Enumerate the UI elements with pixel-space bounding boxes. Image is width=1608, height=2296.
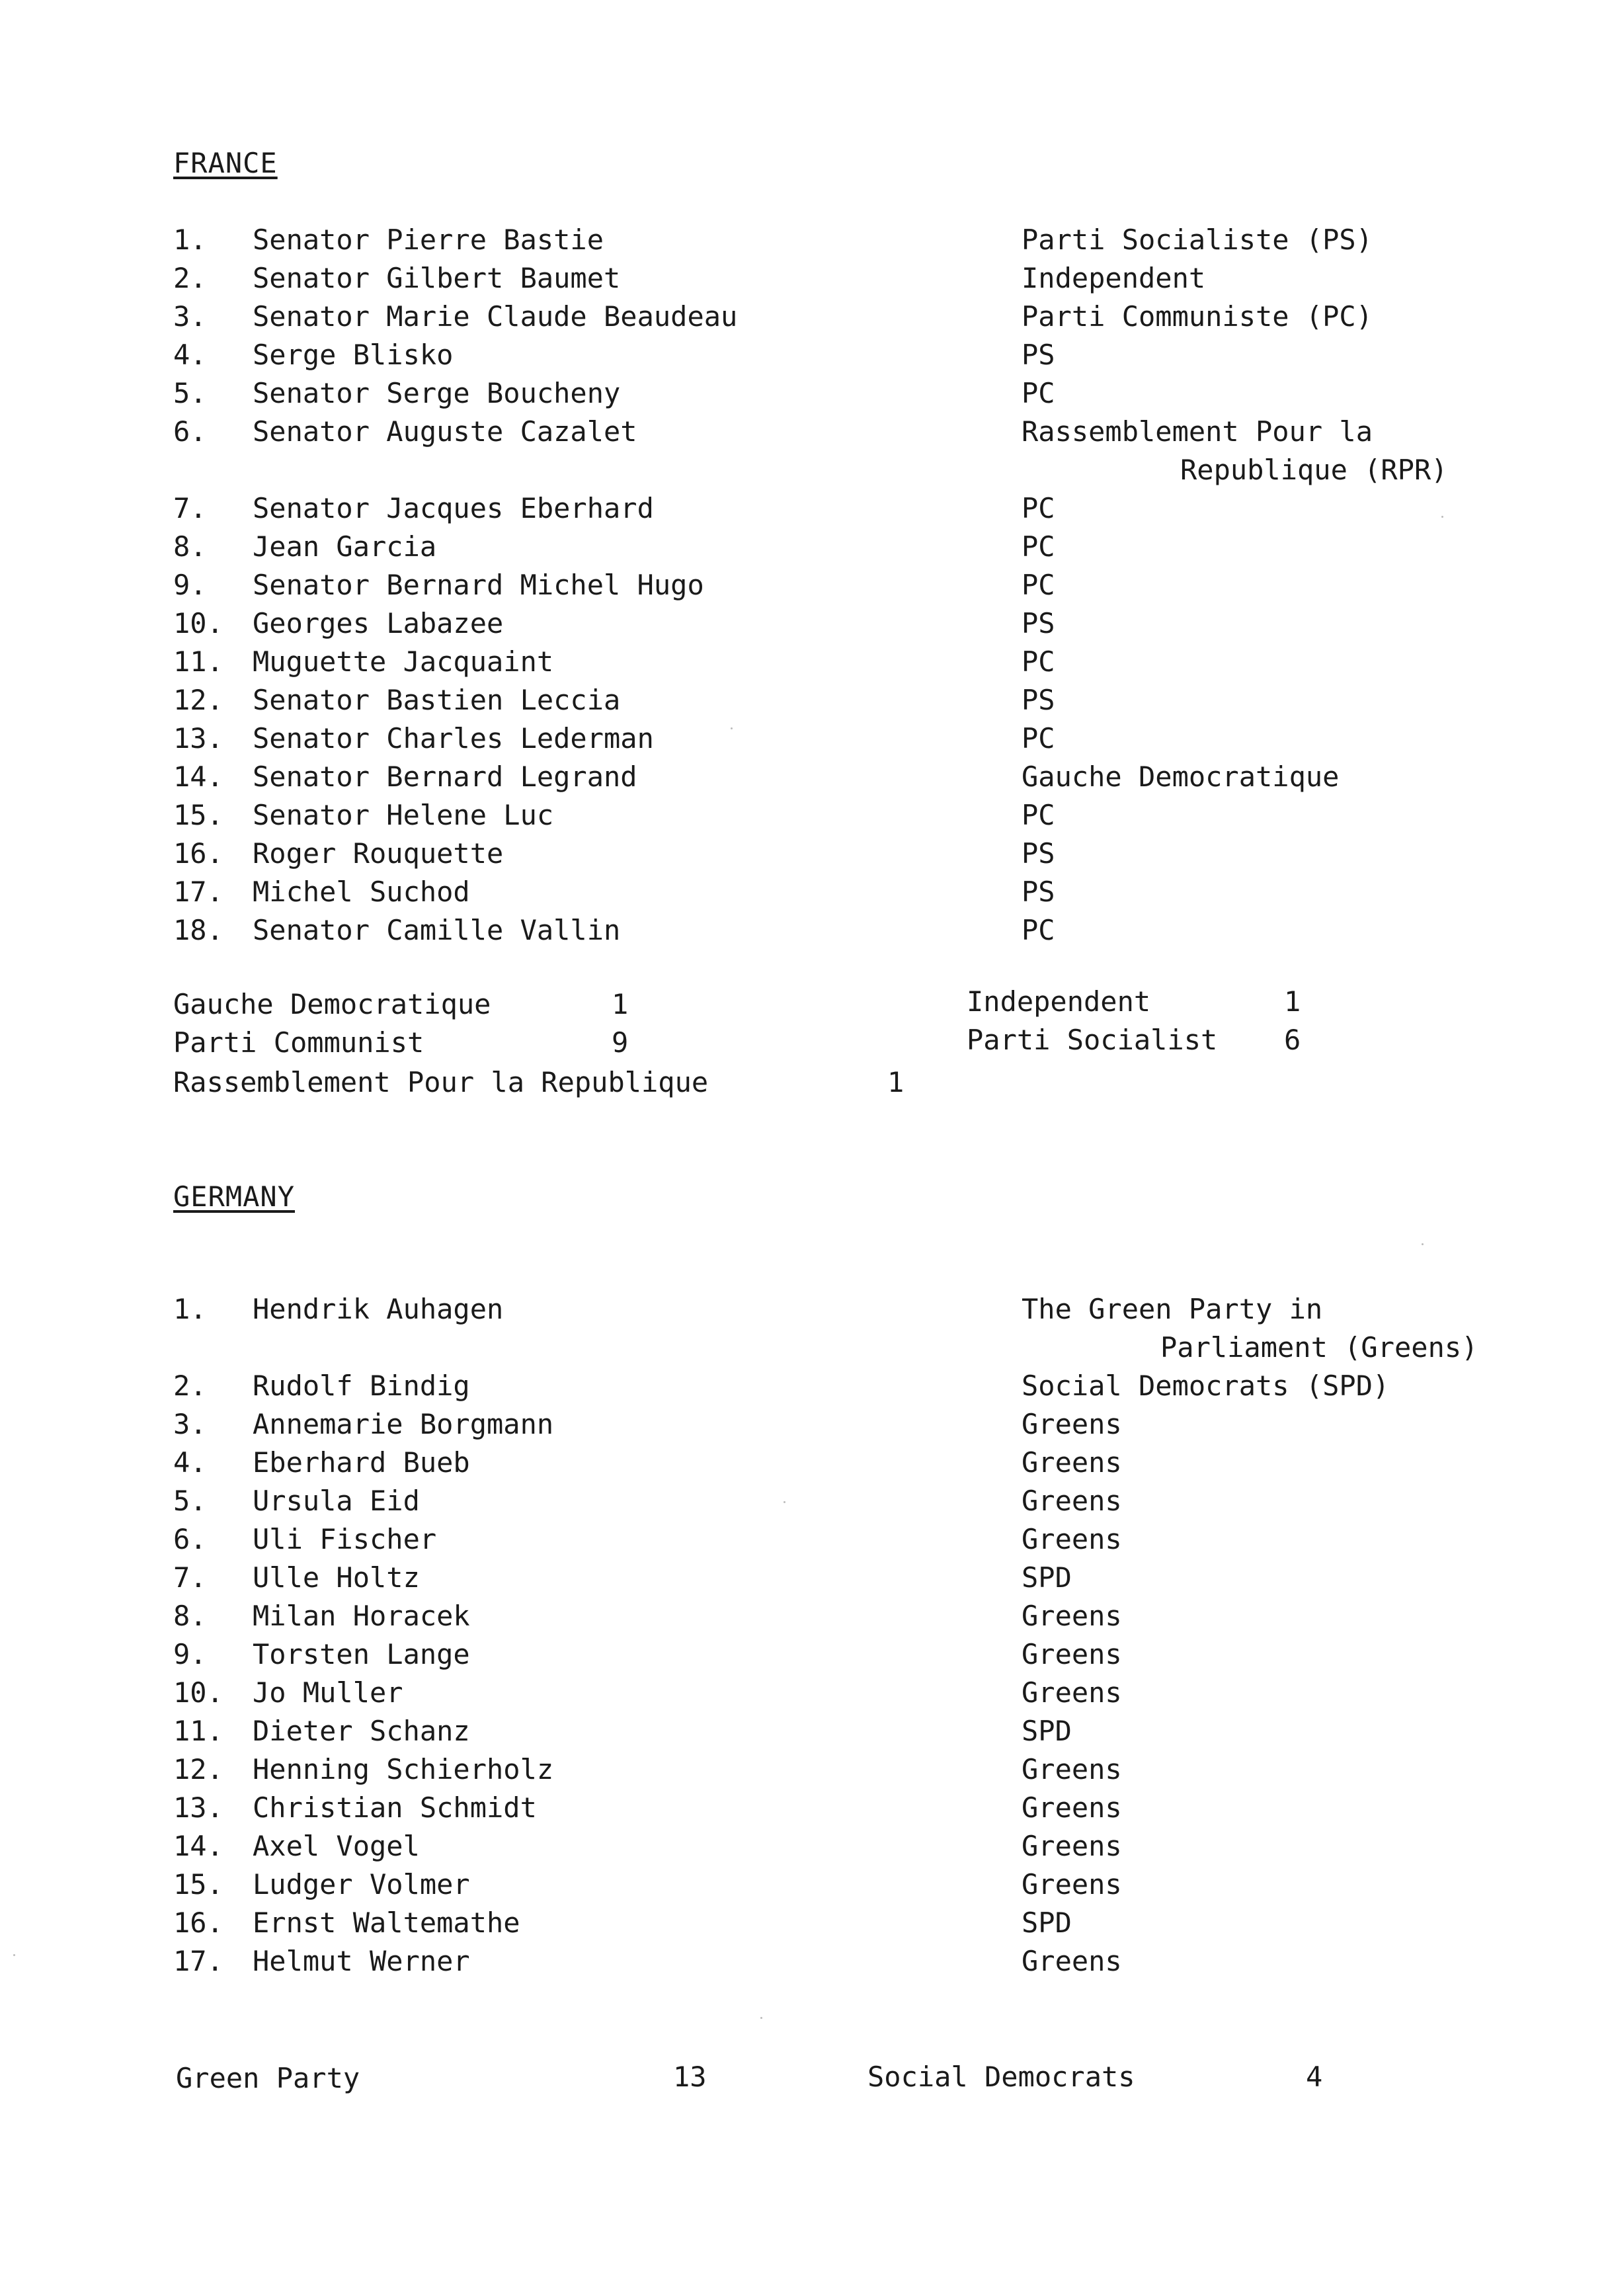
member-name: Jean Garcia xyxy=(253,530,437,563)
table-row xyxy=(0,1638,1608,1676)
member-number: 17. xyxy=(173,876,223,908)
germany-heading: GERMANY xyxy=(173,1180,296,1213)
scan-speck xyxy=(1441,516,1443,518)
member-number: 14. xyxy=(173,760,223,793)
summary-communist-count: 9 xyxy=(612,1026,629,1059)
table-row xyxy=(0,569,1608,607)
member-number: 12. xyxy=(173,1753,223,1785)
member-party: PC xyxy=(1022,799,1055,831)
member-name: Senator Marie Claude Beaudeau xyxy=(253,300,738,333)
table-row xyxy=(0,1715,1608,1753)
table-row xyxy=(0,492,1608,530)
member-party: PC xyxy=(1022,722,1055,755)
member-number: 8. xyxy=(173,1600,207,1632)
member-name: Annemarie Borgmann xyxy=(253,1408,554,1440)
member-name: Torsten Lange xyxy=(253,1638,470,1670)
member-party: Gauche Democratique xyxy=(1022,760,1340,793)
summary-rpr-label: Rassemblement Pour la Republique xyxy=(173,1066,709,1098)
member-name: Uli Fischer xyxy=(253,1523,437,1555)
member-number: 3. xyxy=(173,1408,207,1440)
summary-sd-count: 4 xyxy=(1306,2061,1323,2093)
table-row xyxy=(0,1600,1608,1638)
member-number: 10. xyxy=(173,1676,223,1709)
member-number: 16. xyxy=(173,837,223,870)
member-party: Greens xyxy=(1022,1600,1122,1632)
member-party: PC xyxy=(1022,645,1055,678)
member-name: Senator Auguste Cazalet xyxy=(253,415,637,448)
summary-socialist-count: 6 xyxy=(1284,1024,1301,1056)
member-name: Senator Serge Boucheny xyxy=(253,377,621,409)
member-number: 10. xyxy=(173,607,223,639)
table-row xyxy=(0,300,1608,339)
member-number: 14. xyxy=(173,1830,223,1862)
table-row xyxy=(0,837,1608,876)
table-row xyxy=(0,1485,1608,1523)
member-party: PS xyxy=(1022,876,1055,908)
member-party: SPD xyxy=(1022,1561,1072,1594)
scan-speck xyxy=(760,2017,762,2019)
member-number: 11. xyxy=(173,1715,223,1747)
member-number: 13. xyxy=(173,722,223,755)
summary-gauche-count: 1 xyxy=(612,988,629,1020)
member-number: 5. xyxy=(173,377,207,409)
member-number: 2. xyxy=(173,262,207,294)
summary-gauche-label: Gauche Democratique xyxy=(173,988,491,1020)
member-party: Parti Socialiste (PS) xyxy=(1022,224,1373,256)
table-row xyxy=(0,684,1608,722)
member-party: Greens xyxy=(1022,1945,1122,1977)
summary-green-label: Green Party xyxy=(176,2062,360,2094)
table-row-continuation xyxy=(0,454,1608,492)
table-row xyxy=(0,1676,1608,1715)
table-row xyxy=(0,530,1608,569)
member-number: 13. xyxy=(173,1791,223,1824)
member-party-continuation: Republique (RPR) xyxy=(1180,454,1448,486)
member-name: Ulle Holtz xyxy=(253,1561,420,1594)
member-number: 8. xyxy=(173,530,207,563)
table-row xyxy=(0,1561,1608,1600)
member-number: 7. xyxy=(173,1561,207,1594)
member-name: Senator Helene Luc xyxy=(253,799,554,831)
member-name: Milan Horacek xyxy=(253,1600,470,1632)
member-name: Muguette Jacquaint xyxy=(253,645,554,678)
member-number: 9. xyxy=(173,1638,207,1670)
table-row xyxy=(0,377,1608,415)
table-row xyxy=(0,1446,1608,1485)
member-name: Georges Labazee xyxy=(253,607,504,639)
member-party: PC xyxy=(1022,530,1055,563)
member-name: Hendrik Auhagen xyxy=(253,1293,504,1325)
member-number: 15. xyxy=(173,799,223,831)
table-row xyxy=(0,1906,1608,1945)
summary-green-count: 13 xyxy=(673,2061,707,2093)
table-row xyxy=(0,1830,1608,1868)
table-row xyxy=(0,339,1608,377)
member-number: 15. xyxy=(173,1868,223,1901)
table-row xyxy=(0,876,1608,914)
member-name: Jo Muller xyxy=(253,1676,403,1709)
member-name: Christian Schmidt xyxy=(253,1791,537,1824)
member-party-continuation: Parliament (Greens) xyxy=(1160,1331,1478,1364)
table-row xyxy=(0,607,1608,645)
table-row xyxy=(0,645,1608,684)
member-number: 6. xyxy=(173,1523,207,1555)
table-row xyxy=(0,760,1608,799)
member-number: 17. xyxy=(173,1945,223,1977)
member-name: Senator Pierre Bastie xyxy=(253,224,604,256)
member-number: 16. xyxy=(173,1906,223,1939)
member-party: PS xyxy=(1022,684,1055,716)
member-name: Rudolf Bindig xyxy=(253,1370,470,1402)
member-number: 4. xyxy=(173,339,207,371)
member-party: Greens xyxy=(1022,1446,1122,1479)
member-name: Eberhard Bueb xyxy=(253,1446,470,1479)
scan-speck xyxy=(731,727,733,729)
table-row xyxy=(0,1753,1608,1791)
member-number: 3. xyxy=(173,300,207,333)
table-row xyxy=(0,1791,1608,1830)
member-name: Helmut Werner xyxy=(253,1945,470,1977)
member-party: Greens xyxy=(1022,1753,1122,1785)
member-party: Rassemblement Pour la xyxy=(1022,415,1373,448)
table-row xyxy=(0,722,1608,760)
summary-socialist-label: Parti Socialist xyxy=(967,1024,1218,1056)
member-name: Roger Rouquette xyxy=(253,837,504,870)
table-row xyxy=(0,262,1608,300)
member-party: Independent xyxy=(1022,262,1206,294)
member-name: Serge Blisko xyxy=(253,339,454,371)
member-name: Senator Charles Lederman xyxy=(253,722,654,755)
member-party: Greens xyxy=(1022,1830,1122,1862)
member-party: Parti Communiste (PC) xyxy=(1022,300,1373,333)
member-number: 6. xyxy=(173,415,207,448)
member-number: 2. xyxy=(173,1370,207,1402)
table-row xyxy=(0,1408,1608,1446)
member-name: Senator Bernard Michel Hugo xyxy=(253,569,704,601)
member-name: Dieter Schanz xyxy=(253,1715,470,1747)
member-name: Senator Bernard Legrand xyxy=(253,760,637,793)
scan-speck xyxy=(784,1501,785,1503)
summary-communist-label: Parti Communist xyxy=(173,1026,424,1059)
member-name: Henning Schierholz xyxy=(253,1753,554,1785)
member-name: Axel Vogel xyxy=(253,1830,420,1862)
member-number: 7. xyxy=(173,492,207,524)
summary-independent-count: 1 xyxy=(1284,985,1301,1018)
member-name: Senator Bastien Leccia xyxy=(253,684,621,716)
member-party: Greens xyxy=(1022,1791,1122,1824)
member-party: Greens xyxy=(1022,1868,1122,1901)
member-name: Ludger Volmer xyxy=(253,1868,470,1901)
member-party: The Green Party in xyxy=(1022,1293,1323,1325)
member-party: Greens xyxy=(1022,1485,1122,1517)
member-number: 12. xyxy=(173,684,223,716)
member-name: Michel Suchod xyxy=(253,876,470,908)
summary-rpr-count: 1 xyxy=(887,1066,904,1098)
member-party: Greens xyxy=(1022,1523,1122,1555)
scan-speck xyxy=(13,1954,15,1956)
member-name: Ernst Waltemathe xyxy=(253,1906,520,1939)
member-party: PS xyxy=(1022,837,1055,870)
table-row-continuation xyxy=(0,1331,1608,1370)
france-heading: FRANCE xyxy=(173,147,278,179)
table-row xyxy=(0,1945,1608,1983)
member-party: Greens xyxy=(1022,1676,1122,1709)
member-number: 5. xyxy=(173,1485,207,1517)
member-number: 4. xyxy=(173,1446,207,1479)
member-name: Senator Jacques Eberhard xyxy=(253,492,654,524)
table-row xyxy=(0,914,1608,952)
member-number: 18. xyxy=(173,914,223,946)
member-party: Social Democrats (SPD) xyxy=(1022,1370,1390,1402)
summary-sd-label: Social Democrats xyxy=(867,2061,1135,2093)
table-row xyxy=(0,224,1608,262)
member-number: 1. xyxy=(173,224,207,256)
member-party: SPD xyxy=(1022,1715,1072,1747)
table-row xyxy=(0,1293,1608,1331)
scan-speck xyxy=(1422,1243,1424,1245)
member-party: PS xyxy=(1022,607,1055,639)
table-row xyxy=(0,799,1608,837)
table-row xyxy=(0,1523,1608,1561)
summary-independent-label: Independent xyxy=(967,985,1151,1018)
member-number: 11. xyxy=(173,645,223,678)
member-party: PC xyxy=(1022,569,1055,601)
member-number: 9. xyxy=(173,569,207,601)
member-party: SPD xyxy=(1022,1906,1072,1939)
table-row xyxy=(0,1370,1608,1408)
member-party: Greens xyxy=(1022,1408,1122,1440)
table-row xyxy=(0,1868,1608,1906)
member-name: Ursula Eid xyxy=(253,1485,420,1517)
member-party: PC xyxy=(1022,377,1055,409)
member-number: 1. xyxy=(173,1293,207,1325)
member-party: PC xyxy=(1022,914,1055,946)
member-party: Greens xyxy=(1022,1638,1122,1670)
member-party: PC xyxy=(1022,492,1055,524)
table-row xyxy=(0,415,1608,454)
member-name: Senator Gilbert Baumet xyxy=(253,262,621,294)
member-name: Senator Camille Vallin xyxy=(253,914,621,946)
member-party: PS xyxy=(1022,339,1055,371)
